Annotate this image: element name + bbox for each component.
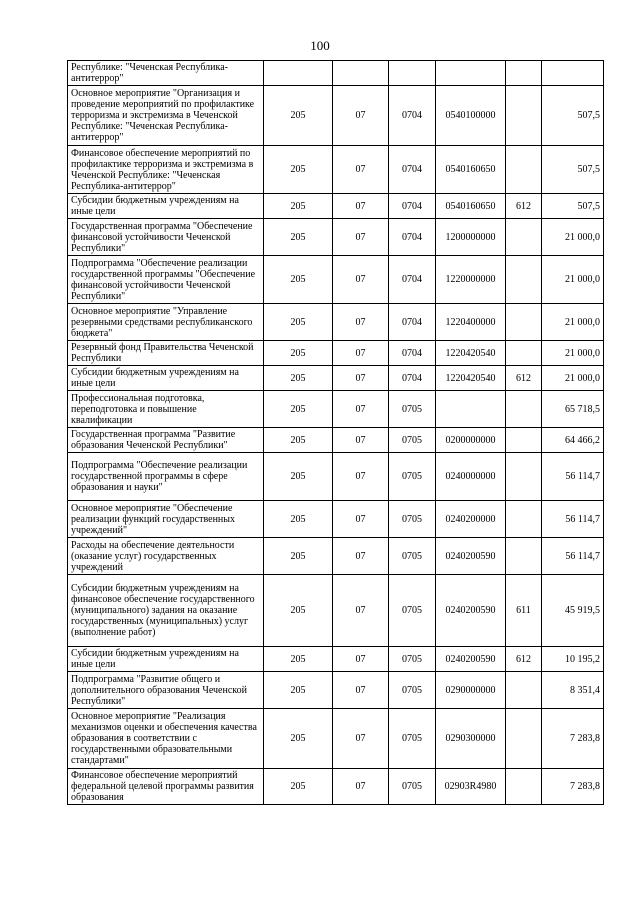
table-row — [68, 428, 604, 453]
cell-subsection: 0704 — [389, 304, 436, 341]
cell-target-article: 0240200000 — [436, 501, 506, 538]
cell-grbs: 205 — [264, 428, 333, 453]
cell-name: Основное мероприятие "Реализация механизмов оценки и обеспечения качества образования в соответствии с государственными образовательными стандартами" — [68, 709, 264, 769]
table-row — [68, 709, 604, 769]
cell-expense-type — [506, 219, 542, 256]
cell-subsection: 0705 — [389, 709, 436, 769]
cell-amount: 64 466,2 — [542, 428, 604, 453]
cell-expense-type — [506, 391, 542, 428]
cell-amount: 21 000,0 — [542, 304, 604, 341]
cell-grbs: 205 — [264, 501, 333, 538]
cell-section: 07 — [333, 86, 389, 146]
cell-amount: 21 000,0 — [542, 219, 604, 256]
budget-table — [67, 60, 604, 805]
cell-section: 07 — [333, 453, 389, 501]
cell-grbs: 205 — [264, 366, 333, 391]
cell-grbs: 205 — [264, 672, 333, 709]
table-row — [68, 647, 604, 672]
cell-name: Субсидии бюджетным учреждениям на финансовое обеспечение государственного (муниципального) задания на оказание государственных (муниципальных) услуг (выполнение работ) — [68, 575, 264, 647]
cell-target-article: 0290300000 — [436, 709, 506, 769]
cell-grbs: 205 — [264, 194, 333, 219]
cell-subsection: 0705 — [389, 769, 436, 805]
table-row — [68, 219, 604, 256]
cell-grbs: 205 — [264, 647, 333, 672]
cell-section — [333, 61, 389, 86]
cell-target-article: 1200000000 — [436, 219, 506, 256]
table-row — [68, 453, 604, 501]
cell-subsection — [389, 61, 436, 86]
table-row — [68, 256, 604, 304]
cell-subsection: 0704 — [389, 194, 436, 219]
table-row — [68, 769, 604, 805]
cell-grbs: 205 — [264, 86, 333, 146]
table-row — [68, 672, 604, 709]
cell-target-article: 0540160650 — [436, 146, 506, 194]
cell-expense-type — [506, 146, 542, 194]
cell-amount: 45 919,5 — [542, 575, 604, 647]
cell-amount — [542, 61, 604, 86]
cell-target-article: 0200000000 — [436, 428, 506, 453]
cell-target-article: 0240000000 — [436, 453, 506, 501]
cell-expense-type — [506, 256, 542, 304]
cell-expense-type — [506, 341, 542, 366]
cell-amount: 8 351,4 — [542, 672, 604, 709]
table-row — [68, 366, 604, 391]
cell-subsection: 0704 — [389, 146, 436, 194]
cell-expense-type — [506, 769, 542, 805]
cell-name: Основное мероприятие "Обеспечение реализации функций государственных учреждений" — [68, 501, 264, 538]
cell-target-article: 1220400000 — [436, 304, 506, 341]
cell-grbs: 205 — [264, 146, 333, 194]
cell-name: Республике: "Чеченская Республика-антитеррор" — [68, 61, 264, 86]
table-row — [68, 304, 604, 341]
cell-expense-type — [506, 709, 542, 769]
cell-target-article: 0540100000 — [436, 86, 506, 146]
cell-name: Финансовое обеспечение мероприятий по профилактике терроризма и экстремизма в Чеченской Республике: "Чеченская Республика-антитеррор" — [68, 146, 264, 194]
table-body — [68, 61, 604, 805]
cell-section: 07 — [333, 501, 389, 538]
cell-section: 07 — [333, 194, 389, 219]
table-row — [68, 86, 604, 146]
cell-amount: 7 283,8 — [542, 769, 604, 805]
cell-target-article: 0540160650 — [436, 194, 506, 219]
table-row — [68, 194, 604, 219]
cell-amount: 507,5 — [542, 86, 604, 146]
cell-expense-type: 612 — [506, 366, 542, 391]
cell-target-article: 0290000000 — [436, 672, 506, 709]
cell-subsection: 0704 — [389, 86, 436, 146]
cell-subsection: 0704 — [389, 256, 436, 304]
cell-expense-type — [506, 453, 542, 501]
cell-grbs: 205 — [264, 769, 333, 805]
cell-target-article — [436, 61, 506, 86]
cell-name: Подпрограмма "Обеспечение реализации государственной программы в сфере образования и науки" — [68, 453, 264, 501]
cell-section: 07 — [333, 538, 389, 575]
cell-section: 07 — [333, 769, 389, 805]
cell-section: 07 — [333, 341, 389, 366]
cell-amount: 56 114,7 — [542, 453, 604, 501]
cell-expense-type — [506, 672, 542, 709]
cell-section: 07 — [333, 575, 389, 647]
cell-grbs: 205 — [264, 256, 333, 304]
cell-section: 07 — [333, 146, 389, 194]
cell-section: 07 — [333, 219, 389, 256]
cell-name: Подпрограмма "Развитие общего и дополнительного образования Чеченской Республики" — [68, 672, 264, 709]
cell-name: Подпрограмма "Обеспечение реализации государственной программы "Обеспечение финансовой устойчивости Чеченской Республики" — [68, 256, 264, 304]
cell-expense-type: 612 — [506, 194, 542, 219]
cell-subsection: 0704 — [389, 341, 436, 366]
cell-section: 07 — [333, 256, 389, 304]
cell-grbs: 205 — [264, 219, 333, 256]
cell-target-article: 0240200590 — [436, 647, 506, 672]
cell-section: 07 — [333, 366, 389, 391]
page-number: 100 — [310, 38, 330, 53]
cell-section: 07 — [333, 428, 389, 453]
table-row — [68, 146, 604, 194]
cell-subsection: 0705 — [389, 501, 436, 538]
cell-section: 07 — [333, 647, 389, 672]
cell-amount: 56 114,7 — [542, 501, 604, 538]
cell-expense-type — [506, 86, 542, 146]
table-row — [68, 341, 604, 366]
cell-expense-type: 611 — [506, 575, 542, 647]
cell-amount: 65 718,5 — [542, 391, 604, 428]
cell-name: Субсидии бюджетным учреждениям на иные цели — [68, 366, 264, 391]
cell-target-article: 02903R4980 — [436, 769, 506, 805]
cell-amount: 21 000,0 — [542, 366, 604, 391]
cell-target-article: 0240200590 — [436, 575, 506, 647]
cell-name: Государственная программа "Обеспечение финансовой устойчивости Чеченской Республики" — [68, 219, 264, 256]
cell-expense-type — [506, 428, 542, 453]
cell-subsection: 0705 — [389, 391, 436, 428]
table-row — [68, 61, 604, 86]
table-row — [68, 575, 604, 647]
cell-name: Основное мероприятие "Организация и проведение мероприятий по профилактике терроризма и экстремизма в Чеченской Республике: "Чеченская Республика-антитеррор" — [68, 86, 264, 146]
cell-expense-type: 612 — [506, 647, 542, 672]
cell-grbs: 205 — [264, 391, 333, 428]
cell-target-article: 1220000000 — [436, 256, 506, 304]
cell-name: Субсидии бюджетным учреждениям на иные цели — [68, 194, 264, 219]
cell-expense-type — [506, 501, 542, 538]
cell-grbs: 205 — [264, 538, 333, 575]
cell-subsection: 0705 — [389, 538, 436, 575]
cell-expense-type — [506, 538, 542, 575]
cell-name: Профессиональная подготовка, переподготовка и повышение квалификации — [68, 391, 264, 428]
cell-subsection: 0705 — [389, 453, 436, 501]
cell-amount: 7 283,8 — [542, 709, 604, 769]
cell-grbs: 205 — [264, 575, 333, 647]
cell-section: 07 — [333, 672, 389, 709]
cell-grbs: 205 — [264, 709, 333, 769]
cell-subsection: 0704 — [389, 366, 436, 391]
cell-target-article: 0240200590 — [436, 538, 506, 575]
cell-amount: 56 114,7 — [542, 538, 604, 575]
cell-expense-type — [506, 304, 542, 341]
cell-name: Основное мероприятие "Управление резервными средствами республиканского бюджета" — [68, 304, 264, 341]
cell-grbs: 205 — [264, 304, 333, 341]
cell-grbs: 205 — [264, 453, 333, 501]
cell-section: 07 — [333, 391, 389, 428]
cell-name: Расходы на обеспечение деятельности (оказание услуг) государственных учреждений — [68, 538, 264, 575]
cell-name: Резервный фонд Правительства Чеченской Республики — [68, 341, 264, 366]
cell-subsection: 0705 — [389, 428, 436, 453]
cell-expense-type — [506, 61, 542, 86]
table-row — [68, 538, 604, 575]
cell-target-article — [436, 391, 506, 428]
cell-subsection: 0705 — [389, 575, 436, 647]
cell-subsection: 0705 — [389, 672, 436, 709]
cell-subsection: 0705 — [389, 647, 436, 672]
cell-grbs: 205 — [264, 341, 333, 366]
table-row — [68, 501, 604, 538]
cell-name: Государственная программа "Развитие образования Чеченской Республики" — [68, 428, 264, 453]
cell-grbs — [264, 61, 333, 86]
cell-subsection: 0704 — [389, 219, 436, 256]
cell-amount: 21 000,0 — [542, 256, 604, 304]
cell-name: Финансовое обеспечение мероприятий федеральной целевой программы развития образования — [68, 769, 264, 805]
cell-target-article: 1220420540 — [436, 341, 506, 366]
cell-amount: 21 000,0 — [542, 341, 604, 366]
cell-target-article: 1220420540 — [436, 366, 506, 391]
cell-amount: 10 195,2 — [542, 647, 604, 672]
cell-amount: 507,5 — [542, 146, 604, 194]
cell-name: Субсидии бюджетным учреждениям на иные цели — [68, 647, 264, 672]
cell-section: 07 — [333, 709, 389, 769]
table-row — [68, 391, 604, 428]
cell-amount: 507,5 — [542, 194, 604, 219]
cell-section: 07 — [333, 304, 389, 341]
